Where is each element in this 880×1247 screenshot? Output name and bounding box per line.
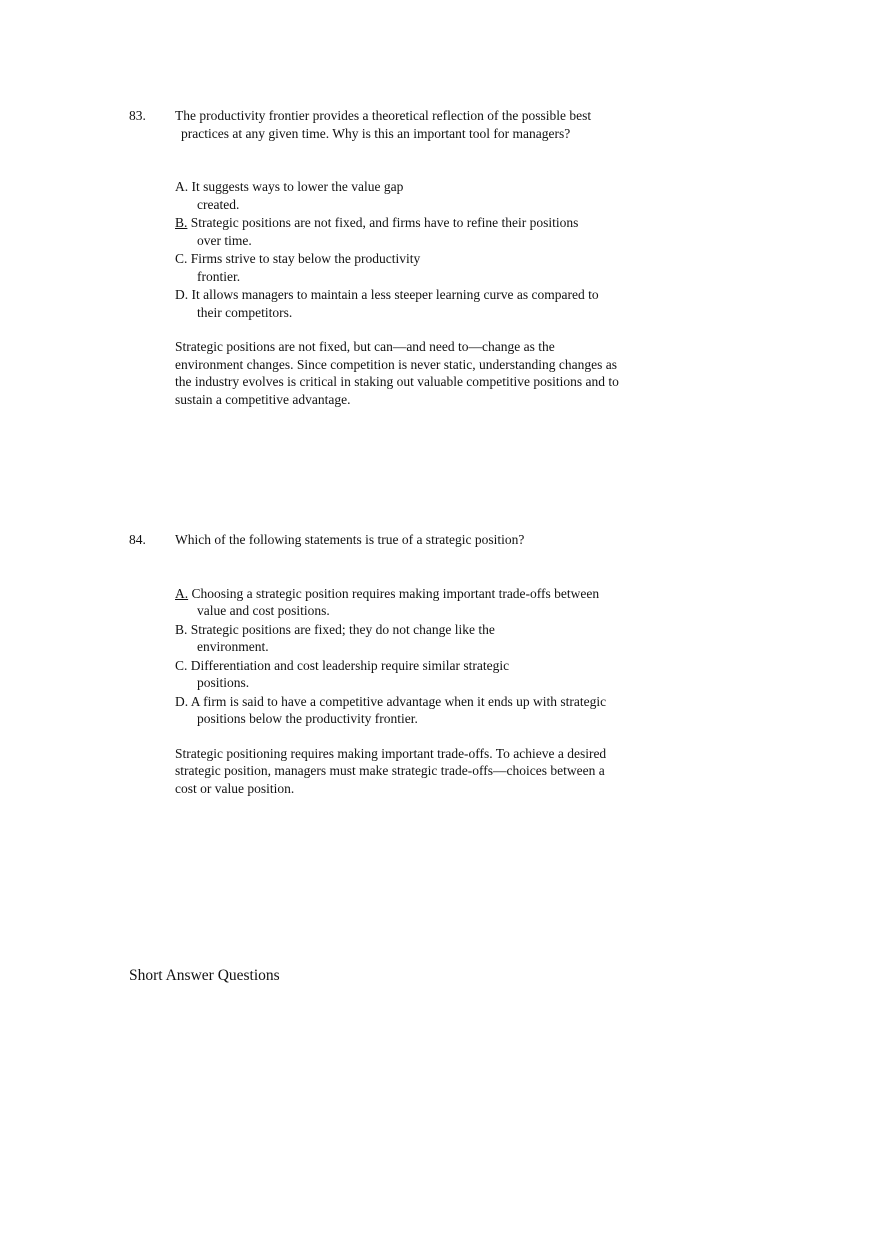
option-a [175, 178, 689, 213]
question-84 [129, 531, 689, 797]
correct-option-letter: B. [175, 215, 188, 230]
option-b [175, 214, 689, 249]
answer-options [129, 585, 689, 728]
answer-explanation: Strategic positions are not fixed, but can—and need to—change as the environment changes. Since competition is never static, understanding changes as the industry evolves is critical in staking out valuable competitive positions and to sustain a competitive advantage. [175, 339, 619, 407]
option-text: Choosing a strategic position requires making important trade-offs between [191, 585, 600, 601]
question-text: The productivity frontier provides a theoretical reflection of the possible best practices at any given time. Why is this an important tool for managers? [175, 108, 592, 141]
option-text-continued: positions below the productivity frontier. [197, 711, 418, 726]
option-letter: D. [175, 693, 189, 709]
option-letter: C. [175, 251, 188, 266]
question-stem [129, 531, 689, 549]
question-83 [129, 107, 689, 408]
option-a [175, 585, 689, 620]
option-d [175, 286, 689, 321]
option-text: Strategic positions are not fixed, and firms have to refine their positions [190, 215, 579, 230]
section-heading: Short Answer Questions [129, 967, 280, 984]
answer-options [129, 178, 689, 321]
question-number: 83. [129, 108, 146, 123]
option-text: A firm is said to have a competitive advantage when it ends up with strategic [190, 693, 607, 709]
option-text: It allows managers to maintain a less steeper learning curve as compared to [191, 287, 599, 302]
option-text-continued: frontier. [197, 268, 241, 284]
option-text: Firms strive to stay below the productivity [190, 251, 421, 266]
option-text-continued: value and cost positions. [197, 603, 330, 618]
option-letter: A. [175, 179, 189, 194]
option-text-continued: their competitors. [197, 304, 293, 320]
option-text: Differentiation and cost leadership require similar strategic [190, 657, 510, 673]
option-d [175, 693, 689, 728]
option-text-continued: environment. [197, 639, 269, 654]
correct-option-letter: A. [175, 585, 189, 601]
question-number: 84. [129, 532, 146, 547]
option-letter: C. [175, 657, 188, 673]
option-text-continued: over time. [197, 232, 252, 248]
option-text: It suggests ways to lower the value gap [191, 179, 404, 194]
question-text: Which of the following statements is true of a strategic position? [175, 532, 525, 547]
option-text: Strategic positions are fixed; they do not change like the [190, 621, 495, 637]
answer-explanation: Strategic positioning requires making important trade-offs. To achieve a desired strategic position, managers must make strategic trade-offs—choices between a cost or value position. [175, 745, 607, 796]
option-text-continued: positions. [197, 675, 250, 690]
question-stem [129, 107, 689, 142]
option-letter: B. [175, 621, 188, 637]
option-text-continued: created. [197, 196, 240, 212]
option-b [175, 621, 689, 656]
option-c [175, 657, 689, 692]
option-letter: D. [175, 287, 189, 302]
option-c [175, 250, 689, 285]
